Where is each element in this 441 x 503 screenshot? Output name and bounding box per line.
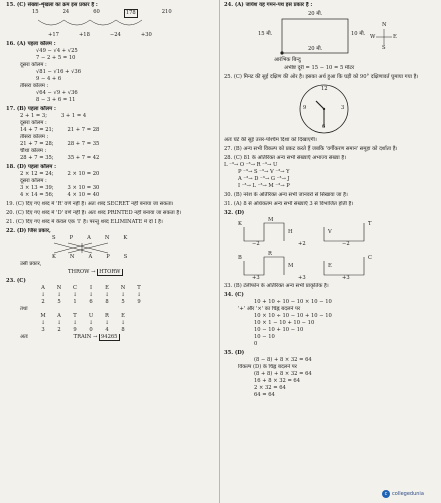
down-arrow-icon: ↓ [72,291,78,298]
q17-label: दूसरा कॉलम : [20,120,47,127]
q22-letter: N [69,254,75,261]
q17-eq: 35 + 7 = 42 [67,155,100,162]
q32-letter: K [238,221,242,228]
q34-line: 0 [254,341,258,348]
q32-letter: C [368,255,372,262]
q18-eq: 3 × 10 = 30 [67,185,100,192]
q22-letter: S [52,235,56,242]
q23-tatha: तथा [20,305,28,312]
q16-line: √81 − √16 + √36 [36,69,82,76]
q15-term: 60 [93,9,100,16]
down-arrow-icon: ↓ [136,291,142,298]
q22-letter: P [106,254,110,261]
q23-letter: T [137,284,141,291]
q15-series [6,9,216,18]
q23-digit: 8 [105,298,109,305]
collegedunia-logo [382,488,438,500]
q35-line: 16 + 8 × 32 = 64 [254,378,301,385]
q32-letter: B [238,255,242,262]
q24-path-figure [224,9,434,65]
q17-label: तीसरा कॉलम : [20,134,49,141]
logo-text: collegedunia [392,490,424,497]
q25-heading: 25. (C) मिनट की सुई दक्षिण की ओर है। इसका अर्थ हुआ कि घड़ी को 90° दक्षिणावर्त घुमाया गया है। [224,74,419,81]
q28-row: A ⁻³→ D ⁻³→ G ⁻³→ J [238,176,290,183]
q15-term: 24 [62,9,70,16]
q16-label: दूसरा कॉलम : [20,62,47,69]
q23-digit: 2 [41,298,45,305]
down-arrow-icon: ↓ [56,291,62,298]
q32-letter: R [268,251,272,258]
q31-text: 31. (A) 8 से अधिकतम अन्य सभी संख्याएँ 3 से विभाजित होती हैं। [224,201,354,208]
q17-eq: 28 + 7 = 35 [67,141,100,148]
down-arrow-icon: ↓ [104,319,110,326]
q22-heading: 22. (D) जिस प्रकार, [6,228,51,235]
left-column [6,2,216,343]
q22-letter: K [123,235,128,242]
q22-letter: K [52,254,56,261]
down-arrow-icon: ↓ [72,319,78,326]
q17-row [6,155,216,162]
q24-distance: अभीष्ट दूरी = 15 − 10 = 5 मीटर [284,65,355,72]
q23-letter: A [57,312,61,319]
q25-note: अतः घंटे की सुई उत्तर-पश्चिम दिशा को दिखाएगी। [224,137,317,144]
down-arrow-icon: ↓ [40,291,46,298]
down-arrow-icon: ↓ [120,319,126,326]
q16-label: तीसरा कॉलम : [20,83,49,90]
q23-code: 94265 [100,333,118,340]
q15-diffs [6,32,216,39]
q17-block [6,106,216,162]
q15-heading: 15. (C) संख्या-शृंखला का क्रम इस प्रकार है : [6,2,98,8]
compass-s: S [382,45,386,52]
q21-text: 21. (C) दिए गए शब्द में केवल एक 'I' है। परन्तु शब्द ELIMINATE में दो I हैं। [6,219,163,226]
q16-line: 9 − 4 + 6 [36,76,62,83]
q22-same-way: उसी प्रकार, [20,261,42,268]
q34-line: 10 × 1 − 10 + 10 − 10 [254,320,315,327]
q32-diagram [224,217,436,281]
q17-row [6,113,216,120]
q23-word: TRAIN [73,333,92,340]
q28-row: L ⁻³→ O ⁻³→ R ⁻³→ U [224,162,278,169]
q17-eq: 21 + 7 = 28; [20,141,54,148]
q32-figure [224,217,434,281]
q23-digit: 0 [89,326,93,333]
clock-3: 3 [341,105,345,112]
compass-n: N [382,22,387,29]
q17-heading: 17. (B) पहला कॉलम : [6,106,56,113]
compass-w: W [370,34,376,41]
q23-letter: E [105,284,109,291]
q16-line: 8 − 3 + 6 = 11 [36,97,76,104]
down-arrow-icon: ↓ [88,291,94,298]
q23-digit: 5 [121,298,125,305]
q23-digit: 6 [89,298,93,305]
q22-code: HTORW [99,268,121,275]
q17-eq: 14 + 7 = 21; [20,127,54,134]
q18-eq: 3 × 13 = 39; [20,185,54,192]
q22-letter: A [87,235,91,242]
q32-step: +3 [252,275,260,282]
q23-ata: अतः [20,333,28,340]
q35-line: 2 × 32 = 64 [254,385,286,392]
clock-icon [224,81,434,137]
q23-word1 [6,285,216,292]
q24-label-left: 15 मी. [258,31,273,38]
q23-heading: 23. (C) [6,277,26,284]
q16-block [6,41,216,104]
q18-heading: 18. (D) पहला कॉलम : [6,164,57,171]
q23-digit: 1 [73,298,77,305]
q34-line: 10 + 10 ÷ 10 − 10 × 10 − 10 [254,299,332,306]
q32-step: +2 [298,241,306,248]
q23-digit: 9 [137,298,141,305]
q22-cross-arrows [6,242,156,254]
q18-row [6,192,216,199]
q32-letter: T [368,221,372,228]
q24-diagram [224,9,436,65]
q32-step: −2 [342,241,350,248]
column-divider [219,0,220,503]
q16-line: √49 − √4 + √25 [36,48,78,55]
q32-block [224,210,436,281]
q23-letter: R [105,312,109,319]
q19-text: 19. (C) दिए गए शब्द में 'R' वर्ण नहीं है। अतः शब्द SECRET नहीं बनाया जा सकता। [6,201,174,208]
q30-text: 30. (B) नरेश के अतिरिक्त अन्य सभी जानवरों से सिखाया जा है। [224,192,348,199]
q35-block [224,350,436,399]
q15-term-answer: 178 [124,9,138,18]
q32-letter: H [288,229,293,236]
logo-icon: c [382,490,390,498]
q15-arcs [6,18,206,32]
q24-block [224,2,436,72]
q15-term: 210 [161,9,172,16]
q15-term: 15 [32,9,39,16]
q35-line: (8 − 8) + 8 × 32 = 64 [254,357,312,364]
q22-block [6,228,216,275]
q23-letter: I [89,284,93,291]
q24-label-top: 20 मी. [308,11,323,18]
q34-block [224,292,436,348]
q18-block [6,164,216,199]
q23-letter: N [56,284,62,291]
down-arrow-icon: ↓ [88,319,94,326]
q23-letter: A [41,284,45,291]
down-arrow-icon: ↓ [40,319,46,326]
q28-row: I ⁻³→ L ⁻³→ M ⁻³→ P [238,183,290,190]
compass-e: E [393,34,397,41]
q15-diff: +17 [48,32,59,39]
q34-line: '+' और '×' का चिह्न बदलने पर [238,306,301,313]
q18-row [6,185,216,192]
q18-label: दूसरा कॉलम : [20,178,47,185]
q23-digit: 8 [121,326,125,333]
q34-line: 10 × 10 ÷ 10 − 10 + 10 − 10 [254,313,332,320]
q27-text: 27. (B) अन्य सभी विकल्प को प्रकट करते हैं जबकि 'वर्गीकरण समान' समूहा को दर्शाता है। [224,146,398,153]
q23-letter: E [121,312,125,319]
q32-step: +3 [342,275,350,282]
q17-row [6,127,216,134]
q23-letter: T [73,312,77,319]
q17-eq: 28 + 7 = 35; [20,155,54,162]
q23-digit: 4 [105,326,109,333]
q22-letter: S [123,254,128,261]
q28-block [224,155,436,190]
q35-heading: 35. (D) [224,350,245,357]
q18-eq: 4 × 10 = 40 [67,192,100,199]
q24-heading: 24. (A) जायेश यह गमन-पथ इस प्रकार है : [224,2,313,8]
q23-letter: M [40,312,46,319]
q17-row [6,141,216,148]
q28-heading: 28. (C) 81 के अतिरिक्त अन्य सभी संख्याएँ अभाज्य संख्या हैं। [224,155,347,162]
q17-eq: 3 + 1 = 4 [60,113,87,120]
q23-letter: U [88,312,94,319]
q24-label-right: 10 मी. [351,31,366,38]
q23-arrows2 [6,320,216,327]
down-arrow-icon: ↓ [120,291,126,298]
q23-num1 [6,299,216,306]
down-arrow-icon: ↓ [104,291,110,298]
q23-word2 [6,313,216,320]
clock-9: 9 [303,105,307,112]
q17-label: चौथा कॉलम : [20,148,47,155]
q17-eq: 2 + 1 = 3; [20,113,47,120]
q22-word: THROW [68,268,90,275]
q23-answer: अतः TRAIN → 94265 [20,333,118,340]
q23-letter: N [120,284,126,291]
q35-line: (8 + 8) + 8 × 32 = 64 [254,371,312,378]
q32-step: −2 [252,241,260,248]
q18-eq: 4 × 14 = 56; [20,192,54,199]
q15-block [6,2,216,39]
q15-diff: −24 [109,32,121,39]
right-column [224,2,436,401]
q32-letter: V [328,229,332,236]
q23-block [6,278,216,341]
q22-letter: A [88,254,93,261]
q23-digit: 5 [57,298,61,305]
q32-heading: 32. (D) [224,210,245,217]
q22-letter: P [69,235,74,242]
q34-line: 10 − 10 + 10 − 10 [254,327,304,334]
q32-step: +3 [298,275,306,282]
q24-label-bottom: 20 मी. [308,46,323,53]
q16-line: 7 − 2 + 5 = 10 [36,55,76,62]
q23-letter: C [73,284,77,291]
q32-letter: M [268,217,274,224]
q23-arrows1 [6,292,216,299]
q16-heading: 16. (A) पहला कॉलम : [6,41,56,48]
q32-letter: E [328,263,332,270]
down-arrow-icon: ↓ [56,319,62,326]
q32-letter: M [288,263,294,270]
q22-top-letters [6,235,216,242]
q16-line: √64 − √9 + √36 [36,90,78,97]
q28-row: P ⁻³→ S ⁻³→ V ⁻³→ Y [238,169,290,176]
q18-eq: 2 × 10 = 20 [67,171,100,178]
q25-block [224,74,436,144]
q33-text: 33. (B) टेलीफोन के अतिरिक्त अन्य सभी प्राकृतिक हैं। [224,283,329,290]
q17-eq: 21 + 7 = 28 [67,127,100,134]
q25-clock [224,81,436,137]
q35-line: 64 = 64 [254,392,275,399]
q35-line: विकल्प (D) के चिह्न बदलने पर [238,364,297,371]
q15-diff: +18 [78,32,90,39]
q15-diff: +30 [140,32,152,39]
q23-digit: 9 [73,326,77,333]
q23-digit: 3 [41,326,45,333]
q24-start: आरंभिक बिन्दु [274,57,301,64]
clock-6: 6 [322,124,326,131]
clock-12: 12 [321,86,328,93]
q34-heading: 34. (C) [224,292,244,299]
q23-digit: 2 [57,326,61,333]
q22-answer: THROW → HTORW [68,268,121,275]
q18-row [6,171,216,178]
q23-num2 [6,327,216,334]
q18-eq: 2 × 12 = 24; [20,171,54,178]
q22-letter: N [104,235,110,242]
q20-text: 20. (C) दिए गए शब्द में 'D' वर्ण नहीं है। अतः शब्द PRINTED नहीं बनाया जा सकता है। [6,210,182,217]
q34-line: 10 − 10 [254,334,275,341]
q22-bottom-letters [6,254,216,261]
